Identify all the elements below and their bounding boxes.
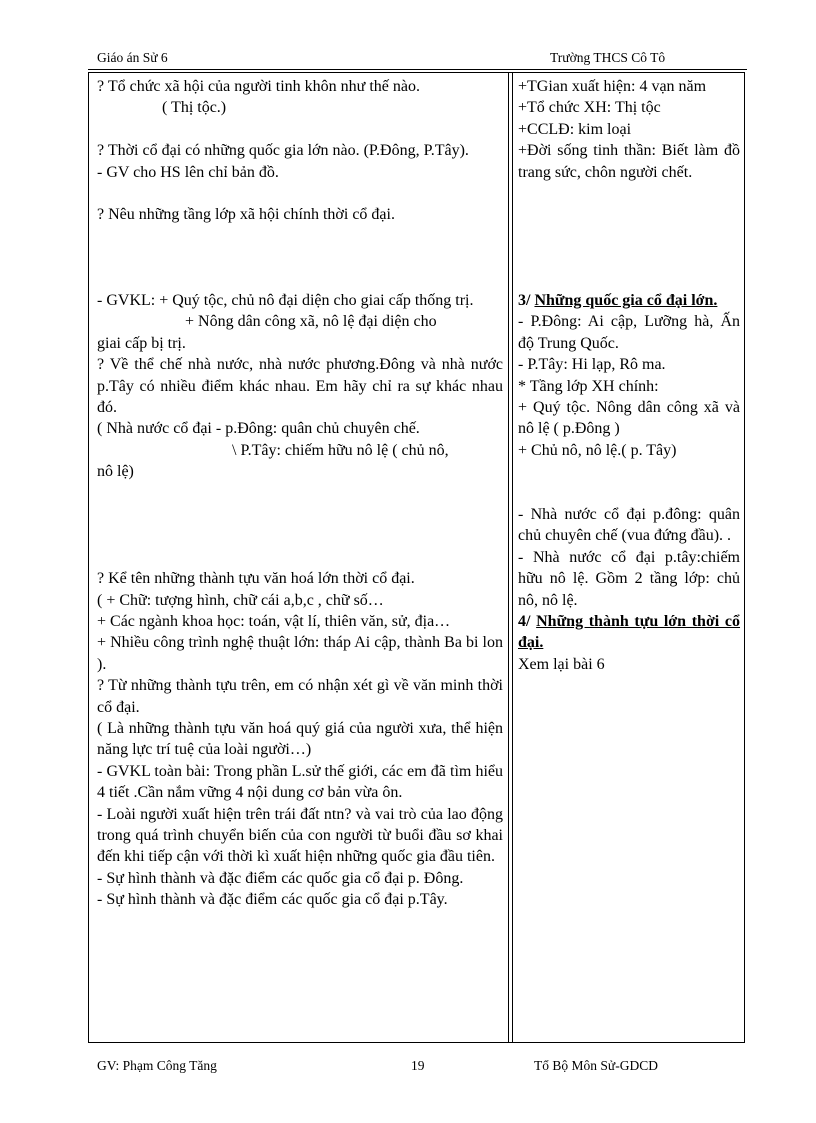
answer-sciences: + Các ngành khoa học: toán, vật lí, thiên văn, sử, địa… (97, 613, 451, 631)
header-left: Giáo án Sử 6 (97, 50, 168, 65)
summary-west-states: - Sự hình thành và đặc điểm các quốc gia cổ đại p.Tây. (97, 891, 448, 909)
section-3-title: Những quốc gia cổ đại lớn (534, 291, 714, 309)
answer-art-works: + Nhiều công trình nghệ thuật lớn: tháp Ai cập, thành Ba bi lon ). (97, 634, 503, 673)
note-west-regime: - Nhà nước cổ đại p.tây:chiếm hữu nô lệ. Gồm 2 tầng lớp: chủ nô, nô lệ. (518, 548, 740, 609)
gvkl-ruled-class: + Nông dân công xã, nô lệ đại diện cho (185, 313, 437, 331)
footer-teacher: GV: Phạm Công Tăng (97, 1058, 217, 1073)
footer-page-number: 19 (411, 1058, 425, 1073)
footer-department: Tổ Bộ Môn Sử-GDCD (534, 1058, 658, 1073)
gv-map-instruction: - GV cho HS lên chỉ bản đồ. (97, 163, 279, 181)
question-state-regimes: ? Về thể chế nhà nước, nhà nước phương.Đông và nhà nước p.Tây có nhiều điểm khác nhau. Em hãy chỉ ra sự khác nhau đó. (97, 356, 503, 417)
note-social-organization: +Tổ chức XH: Thị tộc (518, 99, 661, 117)
section-3-number: 3/ (518, 291, 531, 309)
note-time-appearance: +TGian xuất hiện: 4 vạn năm (518, 78, 707, 95)
column-divider-inner (512, 72, 513, 1042)
note-east-states: - P.Đông: Ai cập, Lưỡng hà, Ấn độ Trung Quốc. (518, 313, 740, 352)
teacher-activity-column (97, 76, 503, 911)
question-social-organization: ? Tổ chức xã hội của người tinh khôn như thế nào. (97, 78, 420, 95)
gvkl-lesson-summary: - GVKL toàn bài: Trong phần L.sử thế giới, các em đã tìm hiểu 4 tiết .Cần nắm vững 4 nội dung cơ bản vừa ôn. (97, 762, 503, 802)
note-east-classes: + Quý tộc. Nông dân công xã và nô lệ ( p.Đông ) (518, 399, 740, 438)
section-4-heading (518, 611, 740, 654)
section-3-heading: 3/ Những quốc gia cổ đại lớn. (518, 291, 718, 309)
question-civilization-comment: ? Từ những thành tựu trên, em có nhận xét gì về văn minh thời cổ đại. (97, 677, 503, 716)
note-tools: +CCLĐ: kim loại (518, 120, 632, 138)
answer-writing: ( + Chữ: tượng hình, chữ cái a,b,c , chữ số… (97, 591, 384, 609)
summary-east-states: - Sự hình thành và đặc điểm các quốc gia cổ đại p. Đông. (97, 869, 464, 887)
gvkl-ruling-class: - GVKL: + Quý tộc, chủ nô đại diện cho giai cấp thống trị. (97, 291, 474, 309)
note-spiritual-life: +Đời sống tinh thần: Biết làm đồ trang sức, chôn người chết. (518, 142, 740, 181)
section-4-number: 4/ (518, 613, 531, 631)
header-rule (88, 69, 747, 70)
answer-west-regime-end: nô lệ) (97, 463, 134, 481)
gvkl-ruled-class-end: giai cấp bị trị. (97, 334, 186, 352)
note-west-states: - P.Tây: Hi lạp, Rô ma. (518, 356, 666, 374)
content-column (518, 76, 740, 675)
answer-civilization-comment: ( Là những thành tựu văn hoá quý giá của người xưa, thể hiện năng lực trí tuệ của loài người…) (97, 720, 503, 759)
column-divider (508, 72, 509, 1042)
answer-clan: ( Thị tộc.) (162, 99, 227, 117)
answer-east-regime: ( Nhà nước cổ đại - p.Đông: quân chủ chuyên chế. (97, 420, 420, 438)
summary-human-origin: - Loài người xuất hiện trên trái đất ntn? và vai trò của lao động trong quá trình chuyển biến của con người từ buổi đầu sơ khai đến khi tiếp cận với thời kì xuất hiện những quốc gia đầu tiên. (97, 805, 503, 866)
note-west-classes: + Chủ nô, nô lệ.( p. Tây) (518, 441, 677, 459)
section-4-title: Những thành tựu lớn thời cổ đại. (518, 613, 741, 652)
question-cultural-achievements: ? Kể tên những thành tựu văn hoá lớn thời cổ đại. (97, 570, 415, 588)
header-right: Trường THCS Cô Tô (550, 50, 666, 65)
question-social-classes: ? Nêu những tầng lớp xã hội chính thời cổ đại. (97, 206, 395, 224)
note-social-classes-heading: * Tầng lớp XH chính: (518, 377, 659, 395)
note-east-regime: - Nhà nước cổ đại p.đông: quân chủ chuyên chế (vua đứng đầu). . (518, 506, 740, 545)
note-review-lesson: Xem lại bài 6 (518, 655, 605, 673)
question-ancient-states: ? Thời cổ đại có những quốc gia lớn nào. (P.Đông, P.Tây). (97, 142, 469, 160)
answer-west-regime: \ P.Tây: chiếm hữu nô lệ ( chủ nô, (232, 441, 449, 459)
